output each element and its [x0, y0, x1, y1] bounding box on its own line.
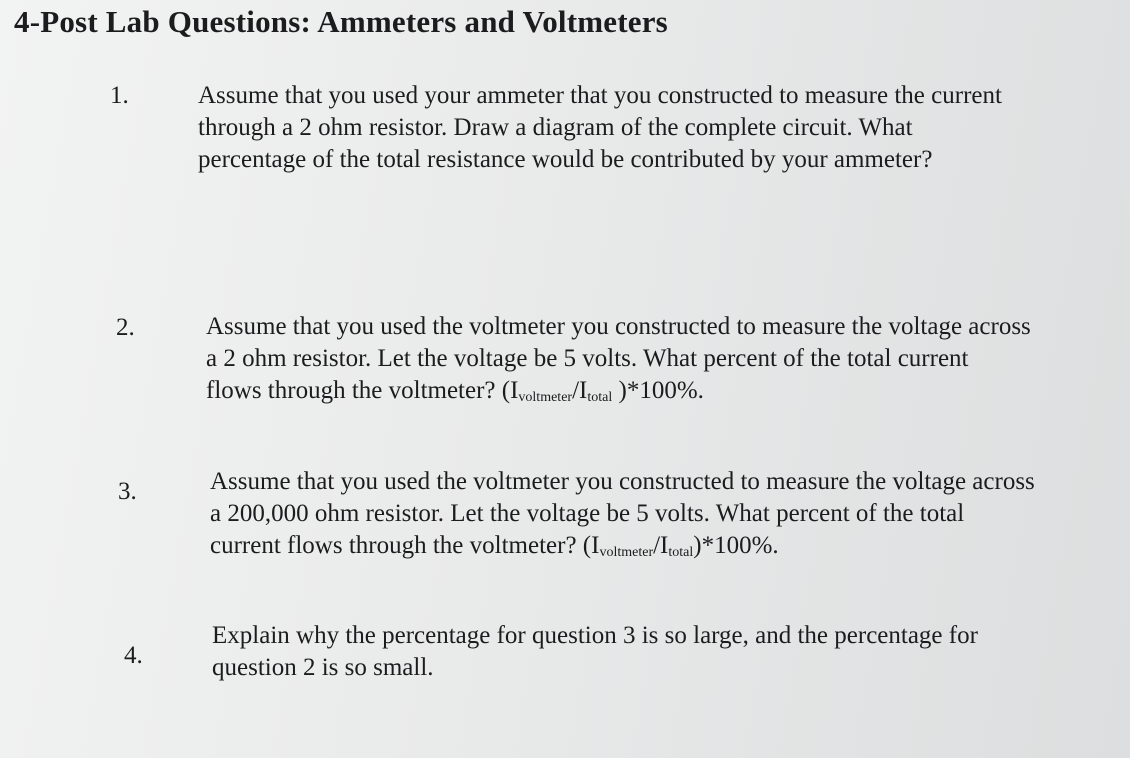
question-3-number: 3. [118, 478, 137, 505]
question-1-line-1: Assume that you used your ammeter that you constructed to measure the current [198, 82, 1002, 109]
question-2-line-3 [206, 375, 1031, 414]
question-4-line-1: Explain why the percentage for question 3 is so large, and the percentage for [212, 622, 978, 649]
question-1-line-2: through a 2 ohm resistor. Draw a diagram of the complete circuit. What [198, 114, 913, 141]
question-2-number: 2. [116, 314, 135, 341]
question-1-line-3: percentage of the total resistance would be contributed by your ammeter? [198, 146, 933, 173]
question-2-formula-suffix: )*100%. [612, 377, 704, 404]
question-2-text [206, 311, 1031, 414]
question-1-text [198, 80, 1002, 176]
question-3-subscript-total: total [668, 545, 694, 560]
question-3-formula-slash: /I [653, 532, 669, 559]
question-3-line-3 [210, 530, 1035, 569]
question-4-number: 4. [124, 642, 143, 669]
page-title: 4-Post Lab Questions: Ammeters and Voltmeters [14, 4, 668, 39]
question-3-line-2: a 200,000 ohm resistor. Let the voltage be 5 volts. What percent of the total [210, 500, 965, 527]
question-4-text [212, 620, 978, 684]
question-3-formula-suffix: )*100%. [693, 532, 779, 559]
question-3-subscript-voltmeter: voltmeter [599, 545, 654, 560]
question-4-line-2: question 2 is so small. [212, 654, 434, 681]
question-3-line-1: Assume that you used the voltmeter you constructed to measure the voltage across [210, 468, 1035, 495]
question-2-formula-prefix: flows through the voltmeter? (I [206, 377, 519, 404]
question-2-subscript-voltmeter: voltmeter [518, 390, 573, 405]
question-1-number: 1. [110, 82, 129, 109]
question-2-line-1: Assume that you used the voltmeter you constructed to measure the voltage across [206, 313, 1031, 340]
question-3-formula-prefix: current flows through the voltmeter? (I [210, 532, 600, 559]
question-2-subscript-total: total [587, 390, 613, 405]
question-2-line-2: a 2 ohm resistor. Let the voltage be 5 volts. What percent of the total current [206, 345, 969, 372]
question-2-formula-slash: /I [572, 377, 588, 404]
question-3-text [210, 466, 1035, 569]
